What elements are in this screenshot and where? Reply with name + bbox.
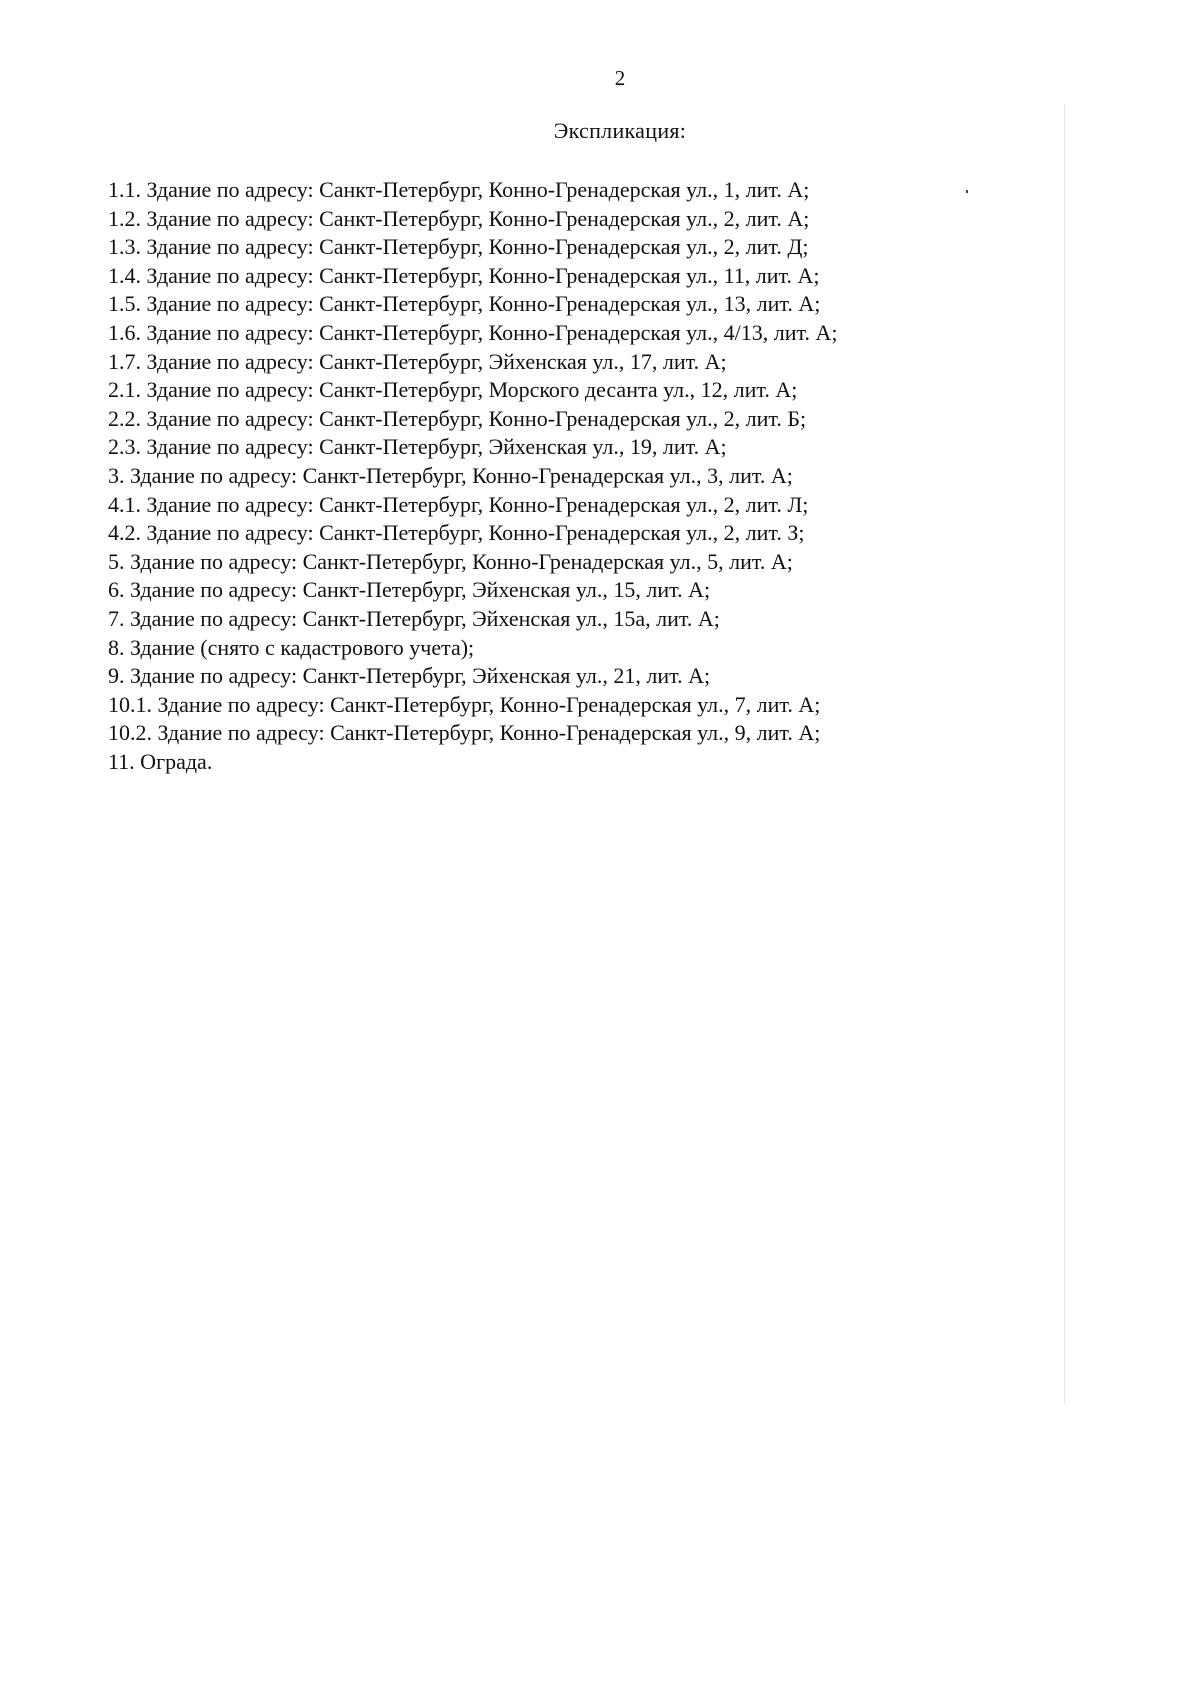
list-item: 8. Здание (снято с кадастрового учета); [108, 634, 475, 660]
list-item: 1.1. Здание по адресу: Санкт-Петербург, Конно-Гренадерская ул., 1, лит. А; [108, 177, 810, 202]
list-item: 1.7. Здание по адресу: Санкт-Петербург, Эйхенская ул., 17, лит. А; [108, 348, 727, 374]
list-item: 1.2. Здание по адресу: Санкт-Петербург, Конно-Гренадерская ул., 2, лит. А; [108, 205, 810, 231]
list-item: 2.2. Здание по адресу: Санкт-Петербург, Конно-Гренадерская ул., 2, лит. Б; [108, 405, 807, 431]
list-item: 10.2. Здание по адресу: Санкт-Петербург, Конно-Гренадерская ул., 9, лит. А; [108, 720, 821, 746]
scan-speck [966, 190, 968, 193]
list-item: 11. Ограда. [108, 748, 213, 774]
list-item: 4.2. Здание по адресу: Санкт-Петербург, Конно-Гренадерская ул., 2, лит. З; [108, 520, 805, 546]
list-item: 1.4. Здание по адресу: Санкт-Петербург, Конно-Гренадерская ул., 11, лит. А; [108, 262, 820, 288]
list-item: 9. Здание по адресу: Санкт-Петербург, Эйхенская ул., 21, лит. А; [108, 663, 711, 689]
list-item: 2.3. Здание по адресу: Санкт-Петербург, Эйхенская ул., 19, лит. А; [108, 434, 727, 460]
list-item: 3. Здание по адресу: Санкт-Петербург, Конно-Гренадерская ул., 3, лит. А; [108, 462, 793, 488]
list-item: 4.1. Здание по адресу: Санкт-Петербург, Конно-Гренадерская ул., 2, лит. Л; [108, 491, 809, 517]
scan-edge-line [1064, 104, 1065, 1404]
list-item: 2.1. Здание по адресу: Санкт-Петербург, Морского десанта ул., 12, лит. А; [108, 377, 798, 403]
list-item: 10.1. Здание по адресу: Санкт-Петербург, Конно-Гренадерская ул., 7, лит. А; [108, 691, 821, 717]
page-number: 2 [614, 66, 626, 90]
list-item: 1.5. Здание по адресу: Санкт-Петербург, Конно-Гренадерская ул., 13, лит. А; [108, 291, 821, 317]
list-item: 6. Здание по адресу: Санкт-Петербург, Эйхенская ул., 15, лит. А; [108, 577, 711, 603]
list-item: 1.6. Здание по адресу: Санкт-Петербург, Конно-Гренадерская ул., 4/13, лит. А; [108, 319, 838, 345]
list-item: 5. Здание по адресу: Санкт-Петербург, Конно-Гренадерская ул., 5, лит. А; [108, 548, 793, 574]
explication-list [108, 176, 837, 776]
list-item: 1.3. Здание по адресу: Санкт-Петербург, Конно-Гренадерская ул., 2, лит. Д; [108, 234, 809, 260]
list-item: 7. Здание по адресу: Санкт-Петербург, Эйхенская ул., 15а, лит. А; [108, 605, 720, 631]
document-heading: Экспликация: [553, 118, 687, 143]
